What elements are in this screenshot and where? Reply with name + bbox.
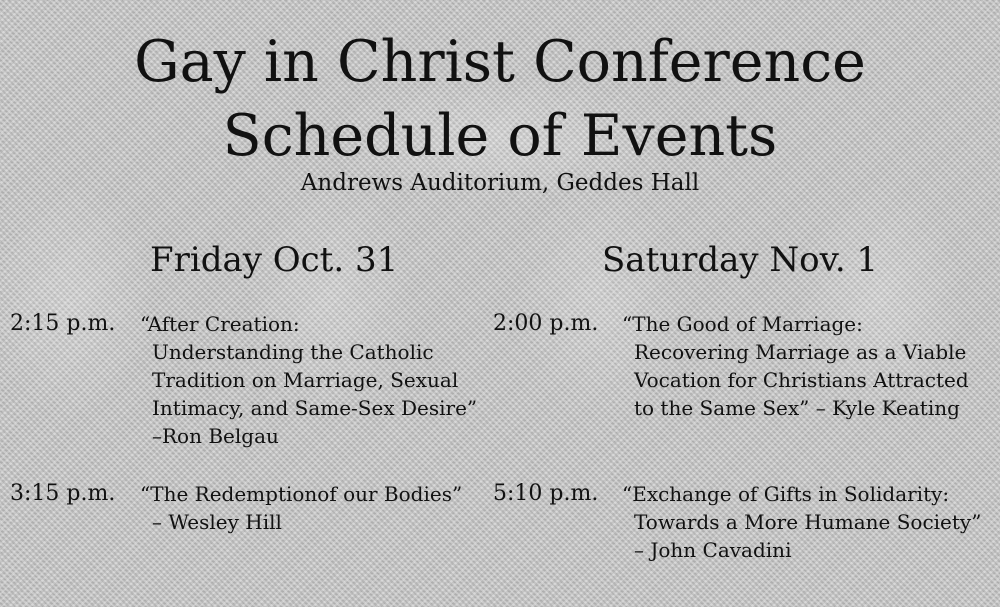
page-title-line-1: Gay in Christ Conference	[134, 29, 866, 95]
venue-subtitle: Andrews Auditorium, Geddes Hall	[300, 170, 700, 196]
event-sat-2-line-1: “Exchange of Gifts in Solidarity:	[622, 482, 950, 506]
event-time-fri-1: 2:15 p.m.	[10, 311, 116, 336]
event-sat-2-line-2: Towards a More Humane Society”	[634, 510, 982, 534]
event-fri-1	[140, 310, 477, 450]
day-heading-friday: Friday Oct. 31	[150, 240, 399, 280]
event-sat-1-line-1: “The Good of Marriage:	[622, 312, 863, 336]
event-fri-1-line-2: Understanding the Catholic	[152, 340, 434, 364]
event-fri-1-speaker: –Ron Belgau	[152, 424, 279, 448]
event-fri-2	[140, 480, 462, 536]
event-sat-2	[622, 480, 981, 564]
event-sat-1-line-3: Vocation for Christians Attracted	[634, 368, 969, 392]
event-sat-1	[622, 310, 969, 422]
event-fri-1-line-1: “After Creation:	[140, 312, 300, 336]
event-time-sat-1: 2:00 p.m.	[493, 311, 599, 336]
event-fri-1-line-3: Tradition on Marriage, Sexual	[152, 368, 459, 392]
day-heading-saturday: Saturday Nov. 1	[602, 240, 879, 280]
event-time-sat-2: 5:10 p.m.	[493, 481, 599, 506]
event-fri-2-speaker: – Wesley Hill	[152, 510, 282, 534]
event-sat-1-line-2: Recovering Marriage as a Viable	[634, 340, 967, 364]
event-sat-2-speaker: – John Cavadini	[634, 538, 792, 562]
event-fri-1-line-4: Intimacy, and Same-Sex Desire”	[152, 396, 478, 420]
event-fri-2-line-1: “The Redemptionof our Bodies”	[140, 482, 463, 506]
event-time-fri-2: 3:15 p.m.	[10, 481, 116, 506]
event-sat-1-line-4: to the Same Sex” – Kyle Keating	[634, 396, 960, 420]
page-title-line-2: Schedule of Events	[222, 103, 778, 169]
